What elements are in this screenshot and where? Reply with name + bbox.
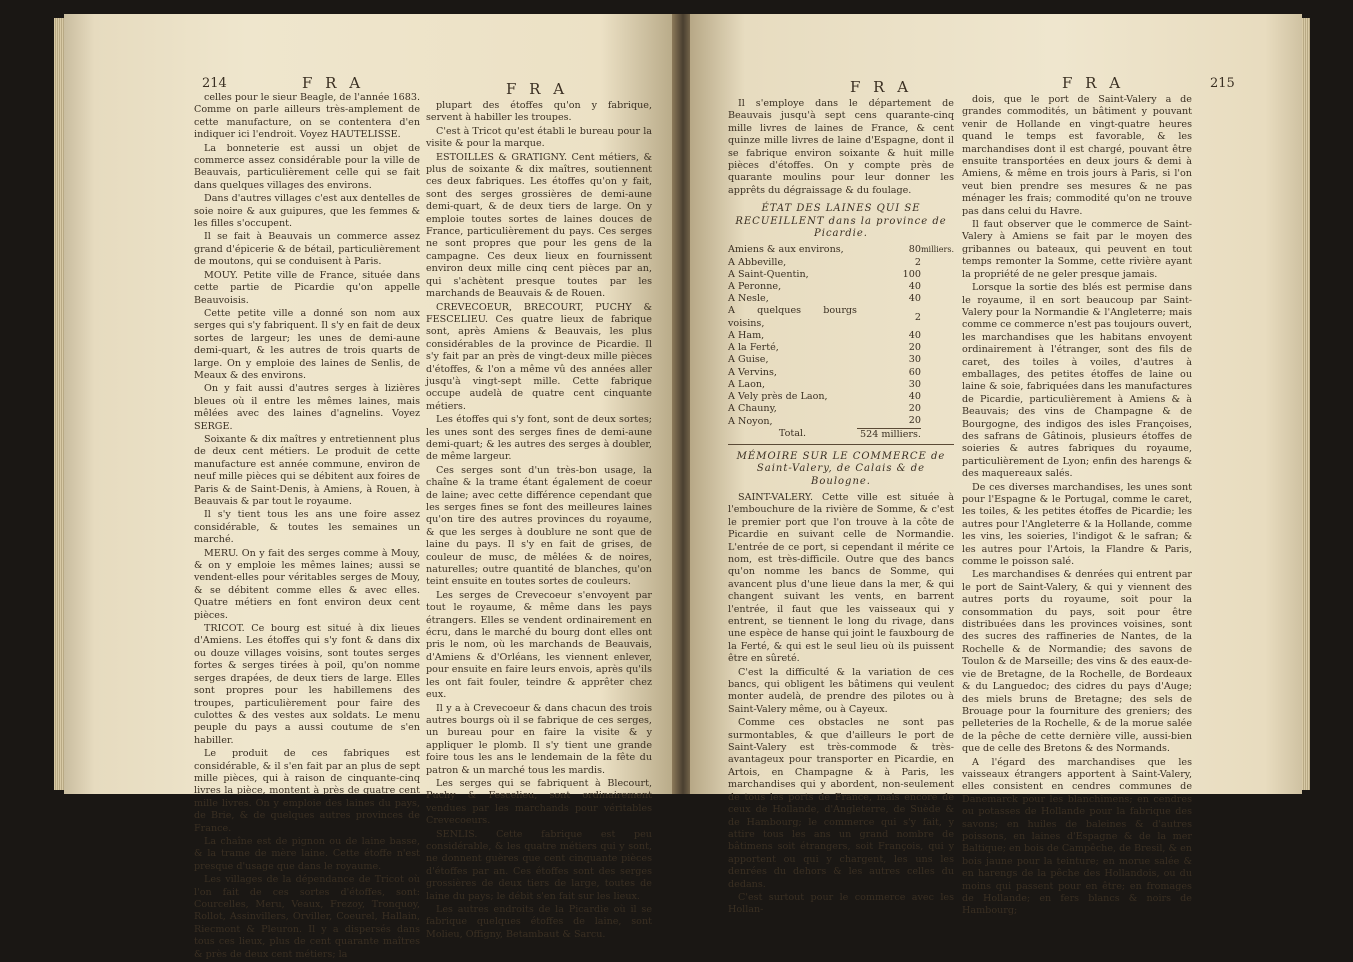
table-row: [728, 281, 954, 293]
table-place: A Vely près de Laon,: [728, 390, 828, 402]
table-row: [728, 269, 954, 281]
table-value: 80: [908, 244, 921, 256]
table-row: [728, 330, 954, 342]
left-page: [64, 14, 674, 960]
table-row: [728, 305, 954, 329]
right-page: [690, 14, 1302, 917]
paragraph: Cette petite ville a donné son nom aux serges qui s'y fabriquent. Il s'y en fait de deux sortes de largeur; les unes de demi-aune demi-quart, & les autres de trois quarts de large. On y emploie des laines de Senlis, de Meaux & des environs.: [194, 307, 420, 381]
table-row: [728, 403, 954, 415]
table-place: A Nesle,: [728, 293, 769, 305]
paragraph: TRICOT. Ce bourg est situé à dix lieues d'Amiens. Les étoffes qui s'y font & dans dix ou douze villages voisins, sont toutes serges fortes & serges tirées à poil, qu'on nomme serges drapées, de deux tiers de large. Elles sont propres pour les habillemens des troupes, particulièrement pour faire des culottes & des vestes aux soldats. Le menu peuple du pays a aussi coutume de s'en habiller.: [194, 623, 420, 746]
table-row: [728, 257, 954, 269]
paragraph: Soixante & dix maîtres y entretiennent plus de deux cent métiers. Le produit de cette manufacture est année commune, environ de neuf mille pièces qui se débitent aux foires de Paris & de Saint-Denis, à Amiens, à Rouen, à Beauvais & par tout le royaume.: [194, 433, 420, 507]
right-page-number: 215: [1210, 76, 1235, 91]
paragraph: C'est surtout pour le commerce avec les Hollan-: [728, 891, 954, 916]
left-page-edges: [54, 18, 64, 790]
paragraph: Les serges de Crevecoeur s'envoyent par tout le royaume, & même dans les pays étrangers. Elles se vendent ordinairement en écru, dans le marché du bourg dont elles ont pris le nom, où les marchands de Beauvais, d'Amiens & d'Orléans, les viennent enlever, pour ensuite en faire leurs envois, après qu'ils les ont fait fouler, teindre & apprêter chez eux.: [426, 589, 652, 701]
memoire-title: MÉMOIRE SUR LE COMMERCE de Saint-Valery, de Calais & de Boulogne.: [736, 450, 946, 487]
table-place: A la Ferté,: [728, 342, 779, 354]
table-value: 20: [908, 403, 921, 415]
table-place: A Vervins,: [728, 366, 777, 378]
table-place: A Ham,: [728, 329, 765, 341]
table-value: 40: [908, 293, 921, 305]
paragraph: Il y a à Crevecoeur & dans chacun des trois autres bourgs où il se fabrique de ces serges, un bureau pour en faire la visite & y appliquer le plomb. Il s'y tient une grande foire tous les ans le lendemain de la fête du patron & un marché tous les mardis.: [426, 702, 652, 776]
paragraph: Les étoffes qui s'y font, sont de deux sortes; les unes sont des serges fines de demi-aune demi-quart; & les autres des serges à doubler, de même largeur.: [426, 414, 652, 463]
paragraph: On y fait aussi d'autres serges à lizières bleues où il entre les mêmes laines, mais mêlées avec des laines d'agnelins. Voyez SERGE.: [194, 383, 420, 432]
table-total-value: 524 milliers.: [857, 428, 921, 441]
paragraph: SAINT-VALERY. Cette ville est située à l'embouchure de la rivière de Somme, & c'est le premier port que l'on trouve à la côte de Picardie en suivant celle de Normandie. L'entrée de ce port, si cependant il mérite ce nom, est très-difficile. Outre que des bancs qu'on nomme les bancs de Somme, qui avancent plus d'une lieue dans la mer, & qui changent suivant les vents, en barrent l'entrée, il faut que les vaisseaux qui y entrent, se tiennent le long du rivage, dans une espèce de hanse qui joint le fauxbourg de la Ferté, & qui est le seul lieu où ils puissent être en sûreté.: [728, 491, 954, 665]
paragraph: A l'égard des marchandises que les vaisseaux étrangers apportent à Saint-Valery, elles consistent en cendres communes de Danemarck pour les blanchimens; en cendres ou potasses de Hollande pour la fabrique des savons; en huiles de baleines & d'autres poissons, en laines d'Espagne & de la mer Baltique; en bois de Campêche, de Bresil, & en bois jaune pour la teinture; en morue salée & en harengs de la pêche des Hollandois, ou du moins qui passent pour en être; en fromages de Hollande; en fers blancs & noirs de Hambourg;: [962, 756, 1192, 917]
paragraph: La chaîne est de pignon ou de laine basse, & la trame de mère laine. Cette étoffe n'est presque d'usage que dans le royaume.: [194, 835, 420, 872]
paragraph: plupart des étoffes qu'on y fabrique, servent à habiller les troupes.: [426, 100, 652, 124]
table-value: 20: [908, 342, 921, 354]
table-value: 60: [908, 366, 921, 378]
section-rule: [728, 444, 954, 445]
table-place: A quelques bourgs voisins,: [728, 305, 857, 329]
table-value: 100: [902, 268, 921, 280]
table-place: A Peronne,: [728, 281, 782, 293]
table-place: Amiens & aux environs,: [728, 244, 844, 256]
open-book: [48, 4, 1310, 960]
paragraph: Comme ces obstacles ne sont pas surmontables, & que d'ailleurs le port de Saint-Valery est très-commode & très-avantageux pour transporter en Picardie, en Artois, en Champagne & à Paris, les marchandises qui y abordent, non-seulement de tous les ports de France, mais encore de ceux de Hollande, d'Angleterre, de Suède & de Hambourg; le commerce qui s'y fait, y attire tous les ans un grand nombre de bâtimens soit étrangers, soit François, qui y apportent ou qui y chargent, les uns les denrées du dehors & les autres celles du dedans.: [728, 717, 954, 890]
table-total-label: Total.: [778, 428, 807, 440]
table-value: 20: [908, 415, 921, 427]
paragraph: C'est la difficulté & la variation de ces bancs, qui obligent les bâtimens qui veulent monter audelà, de prendre des pilotes ou à Saint-Valery même, ou à Cayeux.: [728, 666, 954, 715]
right-running-head: F R A: [1062, 74, 1125, 92]
table-row: [728, 391, 954, 403]
left-column-1: [194, 92, 420, 962]
left-running-head: F R A: [302, 74, 365, 92]
paragraph: CREVECOEUR, BRECOURT, PUCHY & FESCELIEU. Ces quatre lieux de fabrique sont, après Amiens & Beauvais, les plus considérables de la province de Picardie. Il s'y fait par an près de vingt-deux mille pièces d'étoffes, & l'on a même vû des années aller jusqu'à vingt-sept mille. Cette fabrique occupe audelà de quatre cent cinquante métiers.: [426, 301, 652, 412]
table-value: 40: [908, 281, 921, 293]
table-row: [728, 342, 954, 354]
table-value: 40: [908, 390, 921, 402]
paragraph: Les autres endroits de la Picardie où il se fabrique quelques étoffes de laine, sont Molieu, Offigny, Betambaut & Sarcu.: [426, 904, 652, 940]
table-row: [728, 379, 954, 391]
paragraph: Les serges qui se fabriquent à Blecourt, Puchy & Fescelieu, sont ordinairement vendues par les marchands pour véritables Crevecoeurs.: [426, 777, 652, 827]
paragraph: Dans d'autres villages c'est aux dentelles de soie noire & aux guipures, que les femmes & les filles s'occupent.: [194, 193, 420, 230]
table-row: [728, 354, 954, 366]
table-value: 30: [908, 354, 921, 366]
paragraph: De ces diverses marchandises, les unes sont pour l'Espagne & le Portugal, comme le caret, les toiles, & les petites étoffes de Picardie; les autres pour l'Angleterre & la Hollande, comme les vins, les soieries, l'indigot & le safran; & les autres pour l'Artois, la Flandre & Paris, comme le poisson salé.: [962, 481, 1192, 568]
paragraph: MOUY. Petite ville de France, située dans cette partie de Picardie qu'on appelle Beauvoisis.: [194, 269, 420, 306]
paragraph: Ces serges sont d'un très-bon usage, la chaîne & la trame étant également de coeur de laine; avec cette différence cependant que les serges fines se font des meilleures laines qu'on tire des autres provinces du royaume, & que les serges à doublure ne sont que de laine du pays. Il s'y en fait de grises, de couleur de musc, de mêlées & de noires, naturelles; outre quantité de blanches, qu'on teint ensuite en toutes sortes de couleurs.: [426, 464, 652, 588]
table-place: A Laon,: [728, 378, 766, 390]
paragraph: Il faut observer que le commerce de Saint-Valery à Amiens se fait par le moyen des gribannes ou bateaux, qui peuvent en tout temps remonter la Somme, cette rivière ayant la propriété de ne geler presque jamais.: [962, 219, 1192, 280]
table-place: A Abbeville,: [728, 256, 787, 268]
right-col1-head: F R A: [850, 78, 913, 96]
table-row: [728, 367, 954, 379]
paragraph: Les villages de la dépendance de Tricot où l'on fait de ces sortes d'étoffes, sont: Courcelles, Meru, Veaux, Frezoy, Tronquoy, Rollot, Assinvillers, Orviller, Coeurel, Hallain, Riecmont & Pleuron. Il y a dispersés dans tous ces lieux, plus de cent quarante maîtres & près de deux cent métiers; la: [194, 874, 420, 960]
right-column-2: [962, 94, 1192, 919]
table-value: 30: [908, 378, 921, 390]
table-unit: milliers.: [920, 245, 954, 255]
laines-table: [728, 244, 954, 440]
table-place: A Guise,: [728, 354, 769, 366]
table-place: A Noyon,: [728, 415, 773, 427]
left-column-2: [426, 100, 652, 942]
table-value: 2: [914, 256, 921, 268]
paragraph: celles pour le sieur Beagle, de l'année 1683. Comme on parle ailleurs très-amplement de cette manufacture, on se contentera d'en indiquer ici l'endroit. Voyez HAUTELISSE.: [194, 92, 420, 141]
paragraph: Les marchandises & denrées qui entrent par le port de Saint-Valery, & qui y viennent des autres ports du royaume, soit pour la consommation du pays, soit pour être distribuées dans les provinces voisines, sont des sucres des raffineries de Nantes, de la Rochelle & de Normandie; des savons de Toulon & de Marseille; des vins & des eaux-de-vie de Bretagne, de la Rochelle, de Bordeaux & du Languedoc; des cidres du pays d'Auge; des miels bruns de Bretagne; des sels de Brouage pour la fourniture des greniers; des pelleteries de la Rochelle, & de la morue salée de la pêche de cette dernière ville, aussi-bien que de celle des Bretons & des Normands.: [962, 569, 1192, 755]
paragraph: Il s'y tient tous les ans une foire assez considérable, & toutes les semaines un marché.: [194, 509, 420, 546]
table-row: [728, 415, 954, 428]
table-value: 40: [908, 329, 921, 341]
paragraph: La bonneterie est aussi un objet de commerce assez considérable pour la ville de Beauvais, particulièrement celle qui se fait dans quelques villages des environs.: [194, 142, 420, 191]
table-row: [728, 244, 954, 256]
paragraph: dois, que le port de Saint-Valery a de grandes commodités, un bâtiment y pouvant venir de Hollande en vingt-quatre heures quand le temps est favorable, & les marchandises dont il est chargé, pouvant être ensuite transportées en deux jours & demi à Amiens, & même en trois jours à Paris, si l'on veut bien prendre ses mesures & ne pas ménager les frais; commodité qu'on ne trouve pas dans celui du Havre.: [962, 94, 1192, 217]
table-value: 2: [914, 311, 921, 323]
table-place: A Saint-Quentin,: [728, 268, 809, 280]
left-page-number: 214: [202, 76, 227, 91]
left-col2-head: F R A: [506, 80, 569, 98]
paragraph: Il se fait à Beauvais un commerce assez grand d'épicerie & de bétail, particulièrement de moutons, qui se conduisent à Paris.: [194, 231, 420, 268]
laines-table-title: ÉTAT DES LAINES QUI SE RECUEILLENT dans la province de Picardie.: [735, 203, 947, 240]
paragraph: SENLIS. Cette fabrique est peu considérable, & les quatre métiers qui y sont, ne donnent guères que cent cinquante pièces d'étoffes par an. Ces étoffes sont des serges grossières de deux tiers de large, toutes de laine du pays; le débit s'en fait sur les lieux.: [426, 828, 652, 902]
paragraph: ESTOILLES & GRATIGNY. Cent métiers, & plus de soixante & dix maîtres, soutiennent ces deux fabriques. Les étoffes qu'on y fait, sont des serges grossières de demi-aune demi-quart, & de deux tiers de large. On y emploie toutes sortes de laines douces de France, particulièrement du pays. Ces serges ne sont propres que pour les gens de la campagne. Ces deux lieux en fournissent environ deux mille cinq cent pièces par an, qui s'achètent presque toutes par les marchands de Beauvais & de Rouen.: [426, 151, 652, 300]
table-place: A Chauny,: [728, 403, 777, 415]
right-column-1: [728, 98, 954, 918]
paragraph: Lorsque la sortie des blés est permise dans le royaume, il en sort beaucoup par Saint-Valery pour la Normandie & l'Angleterre; mais comme ce commerce n'est pas toujours ouvert, les marchandises que les habitans envoyent ordinairement à l'étranger, sont des fils de caret, des toiles à voiles, d'autres à emballages, des petites étoffes de laine ou laine & soie, fabriquées dans les manufactures de Picardie, particulièrement à Amiens & à Beauvais; des vins de Champagne & de Bourgogne, des indigos des isles Françoises, des safrans de Gâtinois, plusieurs étoffes de soieries & autres fabriques du royaume, particulièrement de Lyon; enfin des harengs & des maquereaux salés.: [962, 282, 1192, 480]
paragraph: MERU. On y fait des serges comme à Mouy, & on y emploie les mêmes laines; aussi se vendent-elles pour véritables serges de Mouy, & se débitent comme elles & avec elles. Quatre métiers en font environ deux cent pièces.: [194, 547, 420, 621]
paragraph: C'est à Tricot qu'est établi le bureau pour la visite & pour la marque.: [426, 125, 652, 150]
paragraph: Le produit de ces fabriques est considérable, & il s'en fait par an plus de sept mille pièces, qui à raison de cinquante-cinq livres la pièce, montent à près de quatre cent mille livres. On y emploie des laines du pays, de Brie, & de quelques autres provinces de France.: [194, 748, 420, 834]
paragraph: Il s'employe dans le département de Beauvais jusqu'à sept cens quarante-cinq mille livres de laines de France, & cent quinze mille livres de laine d'Espagne, dont il se fabrique environ soixante & huit mille pièces d'étoffes. On y compte près de quarante moulins pour leur donner les apprêts du dégraissage & du foulage.: [728, 98, 954, 196]
table-row: [728, 293, 954, 305]
